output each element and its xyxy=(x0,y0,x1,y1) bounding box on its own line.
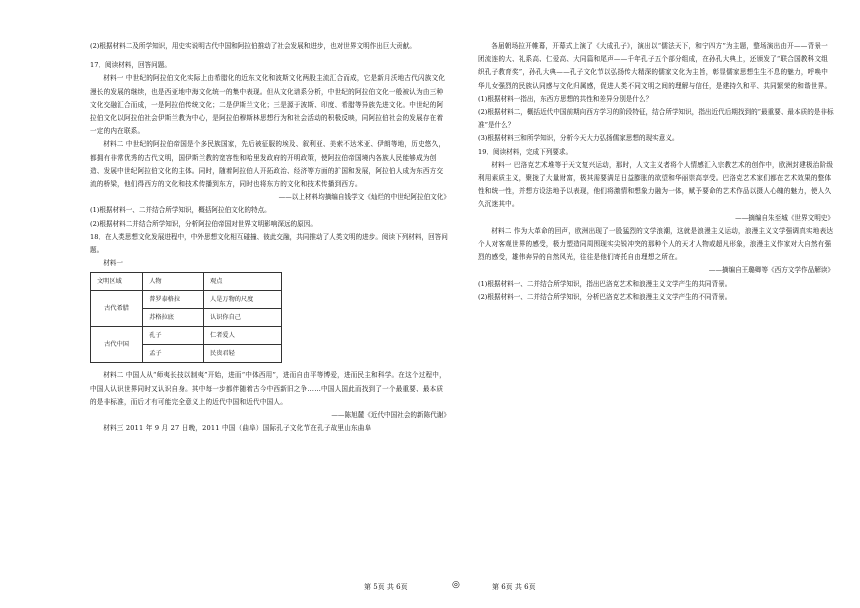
q19-material-2-source: ——摘编自王璐卿等《西方文学作品解读》 xyxy=(708,266,834,275)
q18-material-3-start: 材料三 2011 年 9 月 27 日晚，2011 中国（曲阜）国际孔子文化节在孔子故里山东曲阜 xyxy=(103,424,372,433)
page-number-left: 第 5页 共 6页 xyxy=(364,583,408,591)
left-column xyxy=(90,40,450,435)
right-column xyxy=(478,40,834,304)
table-header-row xyxy=(91,273,282,291)
q18-stem: 18．在人类思想文化发展进程中，中外思想文化相互碰撞、彼此交融，共同推动了人类文明的进步。阅读下列材料，回答问题。 xyxy=(90,232,448,255)
table-row xyxy=(91,327,282,345)
q18-material-3-continued: 各届朝场拉开帷幕，开幕式上演了《大成孔子》，演出以“儒法天下，和宁四方”为主题，整场演出由开——背景一团流连的大、礼系高、仁爱高、大同篇和尾声——千年孔子五个部分组成，在孙孔大典上，还颁发了“联合国教科文组织孔子教育奖”，孙孔大典——孔子文化节以弘扬传大精深的儒家文化为主旨，彰显儒家思想生生不息的魅力，呼唤中华儿女强烈的民族认同感与文化归属感，促进人类不同文明之间的理解与信任，是建持久和平、共同繁荣的和谐世界。 xyxy=(478,42,832,90)
q17-stem: 17．阅读材料，回答问题。 xyxy=(90,61,171,70)
view-cell: 民贵君轻 xyxy=(204,345,282,363)
view-cell: 仁者爱人 xyxy=(204,327,282,345)
table-row xyxy=(91,291,282,309)
q17-item-1: (1)根据材料一、二并结合所学知识，概括阿拉伯文化的特点。 xyxy=(90,206,271,215)
q19-stem: 19．阅读材料，完成下列要求。 xyxy=(478,147,573,156)
q18-item-1: (1)根据材料一指出，东西方思想的共性和差异分别是什么？ xyxy=(478,94,653,103)
person-cell: 普罗泰格拉 xyxy=(143,291,204,309)
region-cell: 古代中国 xyxy=(91,327,143,363)
person-cell: 苏格拉底 xyxy=(143,309,204,327)
table-header-cell: 文明区域 xyxy=(91,273,143,291)
q17-material-2: 材料二 中世纪的阿拉伯帝国是个多民族国家，先后被征服的埃及、叙利亚、美索不达米亚、伊朗等地，历史悠久，都拥有非常优秀的古代文明，国伊斯兰教的宽容性和哈里发政府的开明政策，使阿拉伯帝国境内各族人民能够成为创造、发展中世纪阿拉伯文化的主体。同时，随着阿拉伯人开拓政治、经济等方面的扩国和发展，阿拉伯人成为东西方交流的桥梁，他们得西方的文化和技术传播到东方，同时也将东方的文化和技术传播到西方。 xyxy=(90,140,446,189)
table-header-cell: 人物 xyxy=(143,273,204,291)
region-cell: 古代希腊 xyxy=(91,291,143,327)
person-cell: 孔子 xyxy=(143,327,204,345)
table-header-cell: 观点 xyxy=(204,273,282,291)
view-cell: 人是万物的尺度 xyxy=(204,291,282,309)
q18-material-1-label: 材料一 xyxy=(103,259,123,268)
q18-item-3: (3)根据材料三和所学知识，分析今天大力弘扬儒家思想的现实意义。 xyxy=(478,134,679,143)
page-number-right: 第 6页 共 6页 xyxy=(492,583,536,591)
q18-item-2: (2)根据材料二，概括近代中国前期向西方学习的阶段特征，结合所学知识，指出近代后期找到的“最重要、最本质的是非标准”是什么？ xyxy=(478,108,834,130)
q17-source: ——以上材料均摘编自钱学文《灿烂的中世纪阿拉伯文化》 xyxy=(278,193,450,202)
q19-item-1: (1)根据材料一、二并结合所学知识，指出巴洛克艺术和浪漫主义文学产生的共同背景。 xyxy=(478,279,732,288)
q19-item-2: (2)根据材料一、二并结合所学知识，分析巴洛克艺术和浪漫主义文学产生的不同背景。 xyxy=(478,292,732,301)
person-cell: 孟子 xyxy=(143,345,204,363)
q16-item-2: (2)根据材料二及所学知识，用史实说明古代中国和阿拉伯推动了社会发展和进步，也对世界文明作出巨大贡献。 xyxy=(90,42,416,50)
q17-item-2: (2)根据材料二并结合所学知识，分析阿拉伯帝国对世界文明影响深远的原因。 xyxy=(90,219,317,228)
page-separator-icon: ◎ xyxy=(452,580,460,590)
q19-material-2: 材料二 作为大革命的回声，欧洲出现了一股猛烈的文学浪潮，这就是浪漫主义运动，浪漫主义文学强调真实地表达个人对客观世界的感受，极力塑造同周围现实尖锐冲突的那种个人的天才人物或超凡形象，浪漫主义作家对大自然有强烈的感受，雄伟奔异的自然风光，往往是他们寄托自由理想之所在。 xyxy=(478,226,834,262)
q17-material-1: 材料一 中世纪的阿拉伯文化实际上由希腊化的近东文化和波斯文化两股主流汇合而成，它是新月沃地古代闪族文化漫长的发展的继续，也是西亚地中海文化统一的集中表现。但从文化谱系分析，中世纪的阿拉伯文化一般被认为由三种文化交融汇合而成，一是阿拉伯传统文化；二是伊斯兰文化；三是源于波斯、印度、希腊等异族先进文化。中世纪的阿拉伯文化以阿拉伯社会伊斯兰教为中心，是阿拉伯穆斯林思想行为和社会活动的积极反映，同阿拉伯社会的发展存在着一定的内在联系。 xyxy=(90,74,446,136)
q19-material-1: 材料一 巴洛克艺术堆等于天文复兴运动，那时，人文主义者将个人情感汇入宗教艺术的创作中，欧洲封建极治阶级利用素质主义，聚拢了大量财富，极其需要满足日益膨胀的欲望和华丽崇高享受。巴洛克艺术家们都在艺术效果的整体性和统一性，并想方设法地予以表现，他们将激情和想象力融为一体，赋予要命的艺术作品以摄人心魄的魅力，使人久久沉迷其中。 xyxy=(478,160,834,209)
thinkers-table xyxy=(90,272,282,363)
q18-material-2-source: ——陈旭麓《近代中国社会的新陈代谢》 xyxy=(331,411,450,420)
q19-material-1-source: ——摘编自朱至城《世界文明史》 xyxy=(735,213,834,222)
view-cell: 认识你自己 xyxy=(204,309,282,327)
q18-material-2: 材料二 中国人从“师夷长技以制夷”开始，进而“中体西用”，进而自由平等博爱，进而民主和科学。在这个过程中，中国人认识世界同时又认识自身。其中每一步都伴随着古今中西新旧之争……中国人国此而找到了一个最重要、最本质的是非标准，而后才有可能完全意义上的近代中国和近代中国人。 xyxy=(90,371,446,406)
